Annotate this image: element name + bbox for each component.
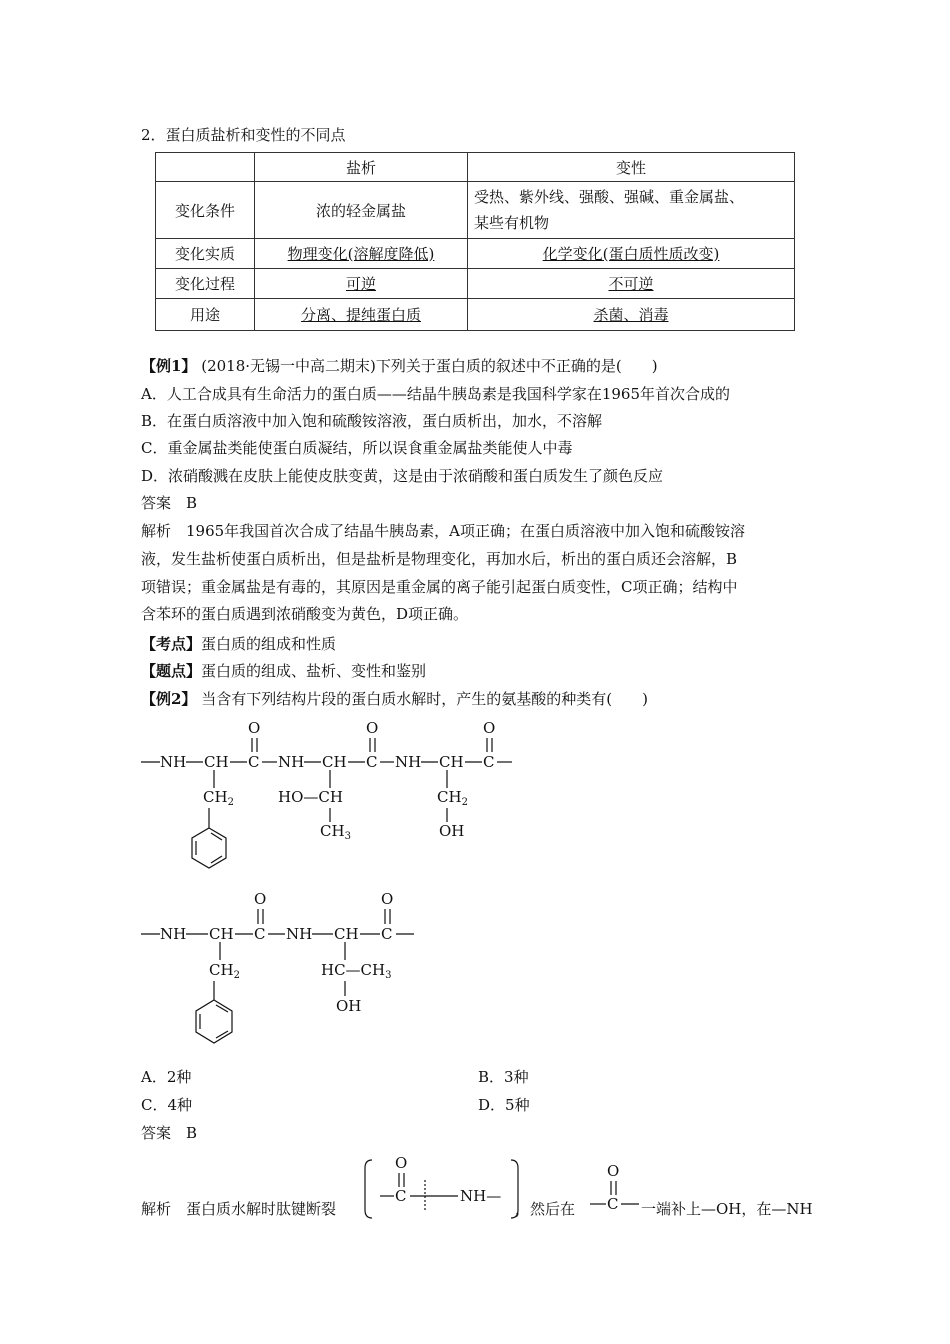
nh-tail-label: NH—	[460, 1187, 502, 1205]
o-label: O	[483, 719, 496, 737]
ch-label: CH	[439, 753, 464, 771]
o-label: O	[395, 1154, 408, 1172]
example2-option-d: D．5种	[478, 1096, 530, 1114]
row-label: 用途	[156, 299, 255, 331]
tidian-tag: 【题点】	[141, 662, 202, 680]
example2-analysis-end: 一端补上—OH，在—NH	[641, 1200, 813, 1218]
nh-label: NH	[286, 925, 313, 943]
example2-stem: 当含有下列结构片段的蛋白质水解时，产生的氨基酸的种类有( )	[201, 690, 648, 708]
ch3-label: $CH_3$	[320, 822, 351, 842]
example2-analysis-mid: ，然后在	[515, 1200, 576, 1218]
example2-option-c: C．4种	[141, 1096, 193, 1114]
example1-analysis-line: 解析 1965年我国首次合成了结晶牛胰岛素，A项正确；在蛋白质溶液中加入饱和硫酸铵溶	[141, 522, 746, 540]
cell-salting: 分离、提纯蛋白质	[255, 299, 468, 331]
nh-label: NH	[160, 925, 187, 943]
nh-label: NH	[395, 753, 422, 771]
example2-option-b: B．3种	[478, 1068, 529, 1086]
o-label: O	[254, 890, 267, 908]
ch-label: CH	[204, 753, 229, 771]
nh-label: NH	[278, 753, 305, 771]
example1-option-a: A．人工合成具有生命活力的蛋白质——结晶牛胰岛素是我国科学家在1965年首次合成的	[141, 385, 731, 403]
example1-analysis-line: 含苯环的蛋白质遇到浓硝酸变为黄色，D项正确。	[141, 605, 469, 623]
example2-analysis-start: 解析 蛋白质水解时肽键断裂	[141, 1200, 337, 1218]
oh-label: OH	[336, 997, 362, 1015]
example1-answer: 答案 B	[141, 494, 198, 512]
example2-option-a: A．2种	[141, 1068, 192, 1086]
ch-label: CH	[209, 925, 234, 943]
o-label: O	[366, 719, 379, 737]
c-label: C	[395, 1187, 407, 1205]
example1-tag: 【例1】	[141, 357, 197, 375]
cell-denature: 不可逆	[468, 269, 795, 299]
section-title: 2．蛋白质盐析和变性的不同点	[141, 126, 346, 144]
row-label: 变化实质	[156, 239, 255, 269]
example2-answer: 答案 B	[141, 1124, 198, 1142]
example1-option-b: B．在蛋白质溶液中加入饱和硫酸铵溶液，蛋白质析出，加水，不溶解	[141, 412, 603, 430]
o-label: O	[381, 890, 394, 908]
ch2-label: $CH_2$	[209, 961, 240, 981]
kaodian-tag: 【考点】	[141, 635, 202, 653]
example1-stem: (2018·无锡一中高二期末)下列关于蛋白质的叙述中不正确的是( )	[201, 357, 658, 375]
c-label: C	[254, 925, 266, 943]
cell-salting: 物理变化(溶解度降低)	[255, 239, 468, 269]
hc-ch3-label: $HC—CH_3$	[321, 961, 392, 981]
table-header-salting: 盐析	[255, 153, 468, 182]
kaodian-text: 蛋白质的组成和性质	[201, 635, 337, 653]
cell-salting: 浓的轻金属盐	[255, 182, 468, 239]
oh-label: OH	[439, 822, 465, 840]
table-header-denature: 变性	[468, 153, 795, 182]
cell-denature-line2: 某些有机物	[474, 214, 550, 232]
c-label: C	[248, 753, 260, 771]
c-label: C	[366, 753, 378, 771]
ch2-label: $CH_2$	[437, 788, 468, 808]
c-label: C	[607, 1195, 619, 1213]
cell-denature: 杀菌、消毒	[468, 299, 795, 331]
o-label: O	[607, 1162, 620, 1180]
ho-ch-label: HO—CH	[278, 788, 343, 806]
c-label: C	[381, 925, 393, 943]
tidian-text: 蛋白质的组成、盐析、变性和鉴别	[201, 662, 427, 680]
example1-analysis-line: 液，发生盐析使蛋白质析出，但是盐析是物理变化，再加水后，析出的蛋白质还会溶解，B	[141, 550, 738, 568]
o-label: O	[248, 719, 261, 737]
example1-option-d: D．浓硝酸溅在皮肤上能使皮肤变黄，这是由于浓硝酸和蛋白质发生了颜色反应	[141, 467, 664, 485]
ch-label: CH	[322, 753, 347, 771]
nh-label: NH	[160, 753, 187, 771]
ch-label: CH	[334, 925, 359, 943]
cell-denature: 化学变化(蛋白质性质改变)	[468, 239, 795, 269]
example1-option-c: C．重金属盐类能使蛋白质凝结，所以误食重金属盐类能使人中毒	[141, 439, 573, 457]
row-label: 变化过程	[156, 269, 255, 299]
row-label: 变化条件	[156, 182, 255, 239]
cell-denature-line1: 受热、紫外线、强酸、强碱、重金属盐、	[474, 188, 745, 206]
example1-analysis-line: 项错误；重金属盐是有毒的，其原因是重金属的离子能引起蛋白质变性，C项正确；结构中	[141, 578, 738, 596]
cell-salting: 可逆	[255, 269, 468, 299]
example2-tag: 【例2】	[141, 690, 197, 708]
c-label: C	[483, 753, 495, 771]
ch2-label: $CH_2$	[203, 788, 234, 808]
